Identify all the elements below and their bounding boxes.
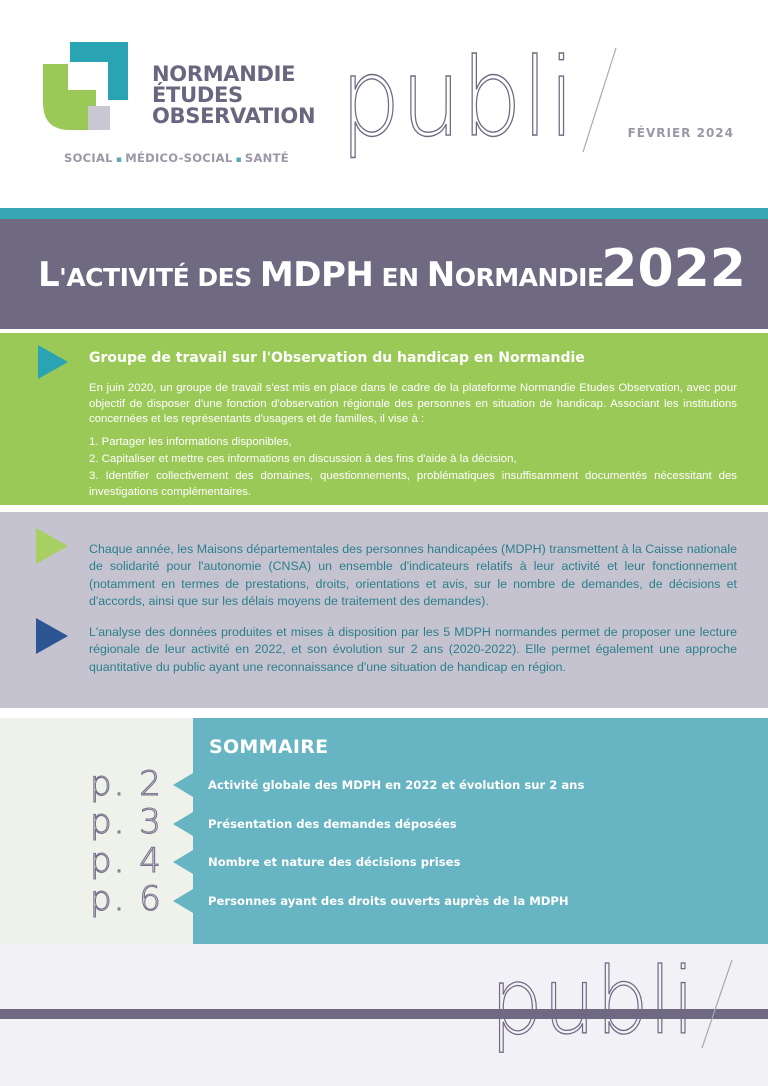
notch-marker [173,889,193,913]
intro-heading: Groupe de travail sur l'Observation du handicap en Normandie [89,350,585,366]
intro-list [89,435,737,502]
tagline-separator: ▪ [115,155,123,165]
list-item: 1. Partager les informations disponibles, [89,436,292,448]
title-band [0,219,768,329]
sommaire-item[interactable]: Présentation des demandes déposées [208,817,457,831]
notch-marker [173,850,193,874]
tagline-item: SANTÉ [244,151,289,165]
list-item: 2. Capitaliser et mettre ces informations en discussion à des fins d'aide à la décision, [89,453,517,465]
page-number: p. 2 [90,764,163,804]
title-part: MDPH [259,255,374,295]
title-part: EN [373,263,427,292]
sommaire-pages [0,718,193,944]
page-number: p. 6 [90,879,163,919]
sommaire-item[interactable]: Nombre et nature des décisions prises [208,855,461,869]
notch-marker [173,773,193,797]
arrow-right-icon [38,345,68,383]
arrow-right-icon [36,618,68,658]
org-name-line: OBSERVATION [152,104,316,128]
teal-divider [0,208,768,219]
title-year: 2022 [601,239,746,299]
notch-marker [173,812,193,836]
publi-mark-text: publi [340,40,575,161]
tagline-item: SOCIAL [64,151,113,165]
arrow-right-icon [36,528,68,568]
title-part: ORMANDIE [454,263,604,292]
sommaire-item[interactable]: Personnes ayant des droits ouverts auprès de la MDPH [208,894,569,908]
publi-mark [340,40,630,169]
page-title [38,255,604,298]
logo [40,40,135,135]
intro-paragraph: En juin 2020, un groupe de travail s'est mis en place dans le cadre de la plateforme Normandie Etudes Observation, avec pour objectif de disposer d'une fonction d'observation régionale des personnes en situation de handicap. Associant les institutions concernées et les représentants d'usagers et de familles, il vise à : [89,382,737,425]
sommaire-title: SOMMAIRE [209,736,329,758]
org-tagline [64,151,289,165]
tagline-item: MÉDICO-SOCIAL [125,151,233,165]
context-paragraph: Chaque année, les Maisons départementales des personnes handicapées (MDPH) transmettent à la Caisse nationale de solidarité pour l'autonomie (CNSA) un ensemble d'indicateurs relatifs à leur activité et leur fonctionnement (notamment en termes de prestations, droits, orientations et avis, sur le nombre de demandes, de décisions et d'accords, ainsi que sur les délais moyens de traitement des demandes). [89,542,737,609]
intro-section [0,333,768,505]
page-number: p. 3 [90,802,163,842]
context-section [0,512,768,708]
footer-publi-text: publi [490,958,695,1055]
sommaire-item[interactable]: Activité globale des MDPH en 2022 et évolution sur 2 ans [208,778,585,792]
sommaire-panel [193,718,768,944]
org-name [152,64,315,127]
title-part: 'ACTIVITÉ DES [59,263,260,292]
publication-date: FÉVRIER 2024 [627,126,734,140]
org-name-line: ÉTUDES [152,83,243,107]
footer-publi-mark [480,958,740,1072]
list-item: 3. Identifier collectivement des domaines, questionnements, problématiques insuffisamment documentés nécessitant des investigations complémentaires. [89,470,737,498]
context-paragraph: L'analyse des données produites et mises à disposition par les 5 MDPH normandes permet de proposer une lecture régionale de leur activité en 2022, et son évolution sur 2 ans (2020-2022). Elle permet également une approche quantitative du public ayant une reconnaissance d'une situation de handicap en région. [89,625,737,674]
tagline-separator: ▪ [235,155,242,165]
org-name-line: NORMANDIE [152,62,296,86]
title-part: L [38,255,60,295]
page-number: p. 4 [90,841,163,881]
title-part: N [426,255,455,295]
